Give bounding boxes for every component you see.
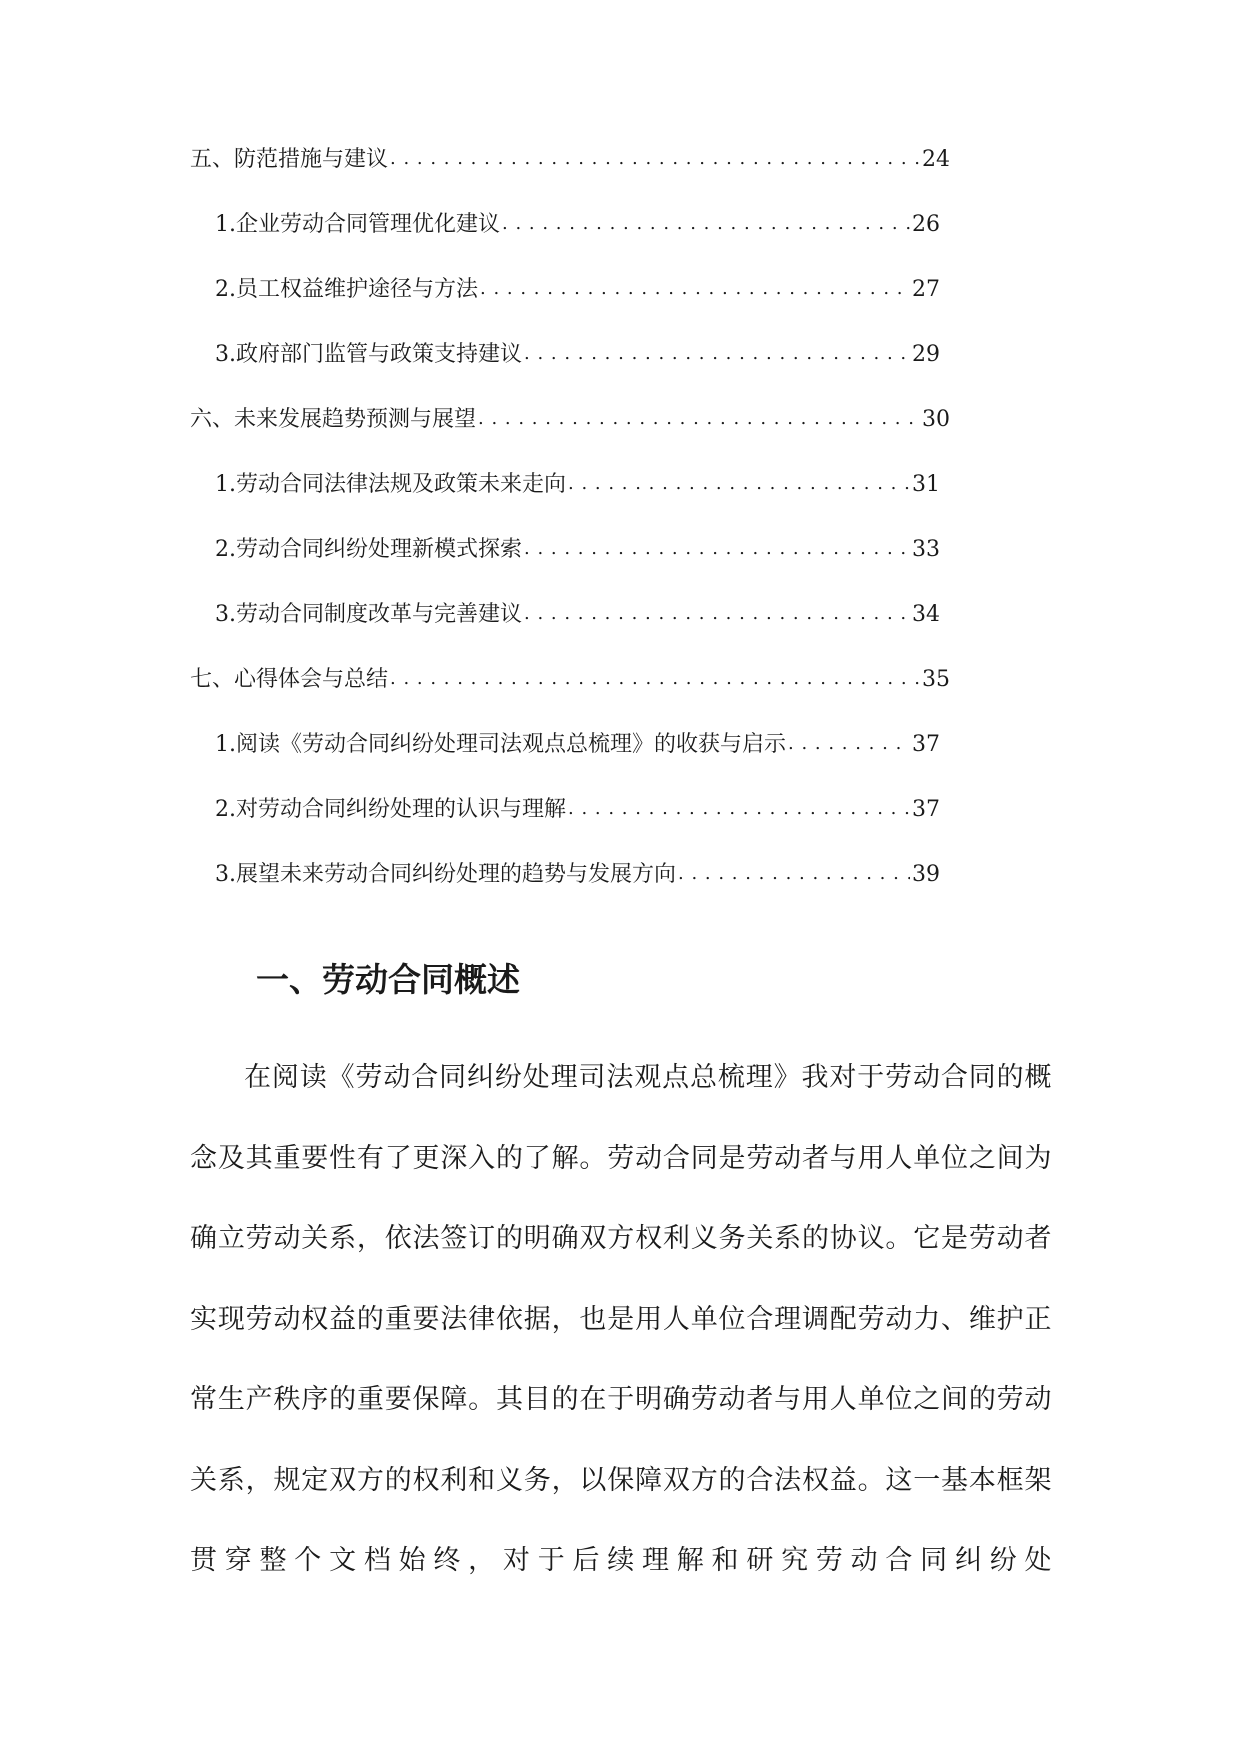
toc-entry-page: 39 [912,862,940,887]
toc-leader-dots [524,533,910,564]
toc-entry[interactable] [190,210,940,275]
toc-entry-number: 3. [215,862,236,887]
toc-leader-dots [524,598,910,629]
toc-entry-label: 企业劳动合同管理优化建议 [236,212,501,237]
toc-entry-number: 1. [215,732,236,757]
toc-entry-label: 五、防范措施与建议 [190,147,389,172]
section-heading: 一、劳动合同概述 [256,960,520,999]
toc-entry-number: 1. [215,472,236,497]
toc-leader-dots [390,663,920,694]
toc-leader-dots [480,273,910,304]
toc-entry-page: 24 [922,147,950,172]
toc-leader-dots [524,338,910,369]
toc-entry[interactable] [190,535,940,600]
toc-entry-page: 26 [912,212,940,237]
toc-entry-page: 27 [912,277,940,302]
toc-entry[interactable] [190,470,940,535]
toc-leader-dots [568,468,910,499]
toc-entry[interactable] [190,600,940,665]
toc-entry[interactable] [190,405,950,470]
table-of-contents [190,145,950,925]
toc-entry-label: 展望未来劳动合同纠纷处理的趋势与发展方向 [236,862,677,887]
toc-entry[interactable] [190,275,940,340]
toc-entry-page: 37 [912,797,940,822]
toc-entry-page: 35 [922,667,950,692]
toc-entry-label: 劳动合同法律法规及政策未来走向 [236,472,567,497]
toc-entry-page: 30 [922,407,950,432]
toc-entry-label: 七、心得体会与总结 [190,667,389,692]
toc-leader-dots [678,858,910,889]
toc-entry-page: 29 [912,342,940,367]
toc-entry-page: 31 [912,472,940,497]
toc-leader-dots [390,143,920,174]
toc-entry-label: 六、未来发展趋势预测与展望 [190,407,477,432]
toc-entry-page: 37 [912,732,940,757]
toc-entry-number: 2. [215,537,236,562]
toc-entry-label: 劳动合同纠纷处理新模式探索 [236,537,523,562]
toc-entry[interactable] [190,860,940,925]
toc-leader-dots [788,728,910,759]
toc-entry-number: 3. [215,602,236,627]
toc-entry[interactable] [190,730,940,795]
toc-entry-page: 33 [912,537,940,562]
toc-leader-dots [568,793,910,824]
toc-entry[interactable] [190,665,950,730]
toc-entry-label: 员工权益维护途径与方法 [236,277,479,302]
toc-entry-number: 2. [215,277,236,302]
toc-entry-number: 1. [215,212,236,237]
toc-leader-dots [478,403,920,434]
toc-entry-number: 3. [215,342,236,367]
toc-entry-label: 政府部门监管与政策支持建议 [236,342,523,367]
toc-entry-page: 34 [912,602,940,627]
toc-entry-label: 对劳动合同纠纷处理的认识与理解 [236,797,567,822]
toc-leader-dots [502,208,910,239]
toc-entry[interactable] [190,340,940,405]
toc-entry-number: 2. [215,797,236,822]
toc-entry[interactable] [190,145,950,210]
body-paragraph: 在阅读《劳动合同纠纷处理司法观点总梳理》我对于劳动合同的概念及其重要性有了更深入的了解。劳动合同是劳动者与用人单位之间为确立劳动关系，依法签订的明确双方权利义务关系的协议。它是劳动者实现劳动权益的重要法律依据，也是用人单位合理调配劳动力、维护正常生产秩序的重要保障。其目的在于明确劳动者与用人单位之间的劳动关系，规定双方的权利和义务，以保障双方的合法权益。这一基本框架贯穿整个文档始终，对于后续理解和研究劳动合同纠纷处 [190,1062,1052,1576]
toc-entry-label: 阅读《劳动合同纠纷处理司法观点总梳理》的收获与启示 [236,732,787,757]
toc-entry-label: 劳动合同制度改革与完善建议 [236,602,523,627]
toc-entry[interactable] [190,795,940,860]
